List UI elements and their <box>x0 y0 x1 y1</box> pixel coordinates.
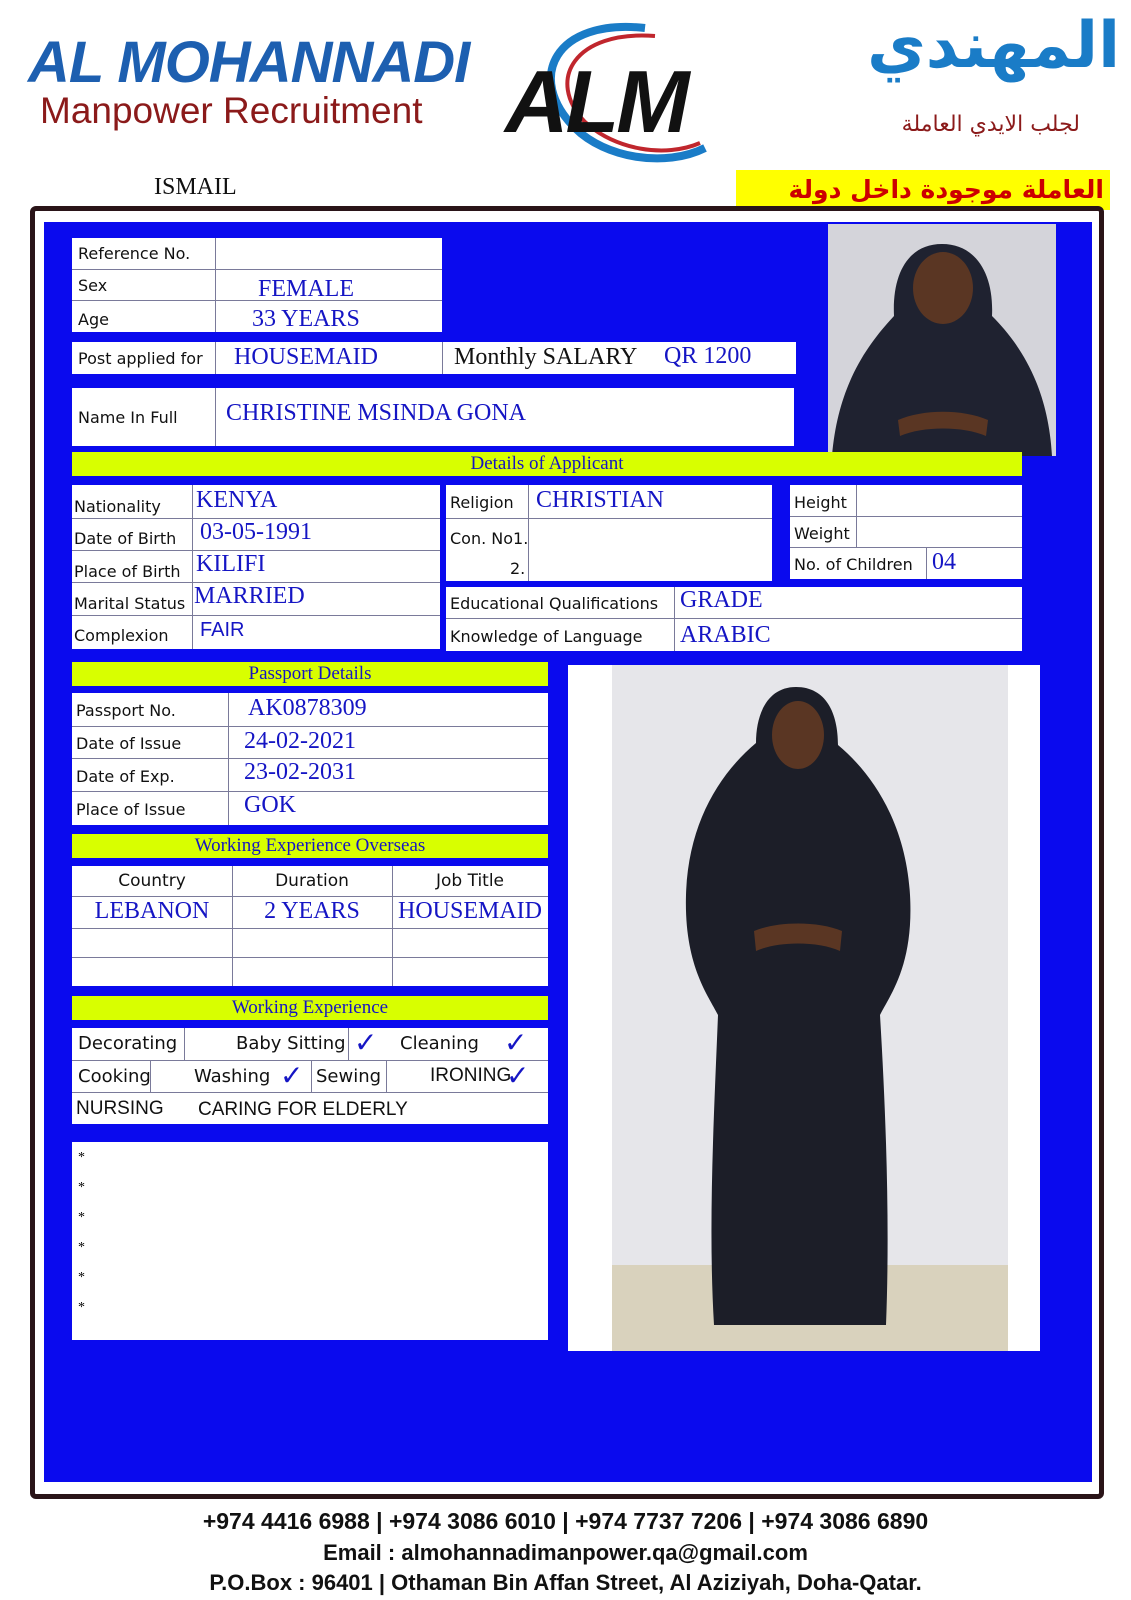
remarks-bullet: * <box>78 1210 85 1225</box>
skill-baby-sitting: Baby Sitting <box>236 1033 346 1054</box>
baby-sitting-check-icon: ✓ <box>354 1026 378 1059</box>
physical-details-table <box>790 485 1022 579</box>
skills-table <box>72 1028 548 1124</box>
post-label: Post applied for <box>78 349 203 368</box>
experience-section-title: Working Experience <box>72 996 548 1020</box>
post-value: HOUSEMAID <box>234 344 378 370</box>
washing-check-icon: ✓ <box>280 1059 304 1092</box>
education-label: Educational Qualifications <box>450 594 659 613</box>
marital-label: Marital Status <box>74 594 186 613</box>
passport-number-label: Passport No. <box>76 701 176 720</box>
salary-value: QR 1200 <box>664 343 752 369</box>
brand-subtitle-english: Manpower Recruitment <box>40 90 423 131</box>
overseas-section-title: Working Experience Overseas <box>72 834 548 858</box>
language-value: ARABIC <box>680 622 771 648</box>
overseas-header-job-title: Job Title <box>435 871 505 891</box>
basic-info-table <box>72 238 442 332</box>
skill-sewing: Sewing <box>316 1066 382 1087</box>
children-label: No. of Children <box>794 555 913 574</box>
passport-number-value: AK0878309 <box>248 695 367 721</box>
remarks-bullet: * <box>78 1270 85 1285</box>
pob-value: KILIFI <box>196 551 266 577</box>
remarks-bullet: * <box>78 1180 85 1195</box>
language-label: Knowledge of Language <box>450 627 643 646</box>
marital-value: MARRIED <box>194 583 305 609</box>
full-name-row <box>72 388 794 446</box>
issue-date-label: Date of Issue <box>76 734 182 753</box>
religion-contact-table <box>446 485 772 581</box>
passport-table <box>72 693 548 825</box>
overseas-duration-value: 2 YEARS <box>264 898 360 924</box>
issue-date-value: 24-02-2021 <box>244 728 356 754</box>
cleaning-check-icon: ✓ <box>504 1026 528 1059</box>
remarks-bullet: * <box>78 1300 85 1315</box>
full-name-label: Name In Full <box>78 408 178 427</box>
age-value: 33 YEARS <box>252 306 360 332</box>
ironing-check-icon: ✓ <box>506 1059 530 1092</box>
brand-subtitle-arabic: لجلب الايدي العاملة <box>901 112 1080 137</box>
reference-label: Reference No. <box>78 244 191 263</box>
skill-nursing: NURSING <box>76 1098 164 1119</box>
sex-value: FEMALE <box>258 276 354 302</box>
personal-details-table <box>72 485 440 649</box>
agent-name: ISMAIL <box>154 174 237 200</box>
skill-cleaning: Cleaning <box>400 1033 479 1054</box>
sex-label: Sex <box>78 276 108 295</box>
dob-label: Date of Birth <box>74 529 177 548</box>
overseas-header-duration: Duration <box>275 871 349 891</box>
passport-section-title: Passport Details <box>72 662 548 686</box>
applicant-full-body-photo <box>568 665 1040 1351</box>
expiry-date-label: Date of Exp. <box>76 767 175 786</box>
location-banner: العاملة موجودة داخل دولة <box>736 170 1110 210</box>
overseas-header-country: Country <box>118 871 186 891</box>
contact2-label: 2. <box>510 559 526 578</box>
contact1-label: Con. No1. <box>450 529 529 548</box>
details-section-title: Details of Applicant <box>72 452 1022 476</box>
post-row <box>72 342 796 374</box>
overseas-job-title-value: HOUSEMAID <box>398 898 542 924</box>
salary-label: Monthly SALARY <box>454 344 638 370</box>
full-body-figure-icon <box>568 665 1040 1351</box>
children-value: 04 <box>932 549 956 575</box>
skill-ironing: IRONING <box>430 1065 512 1086</box>
skill-decorating: Decorating <box>78 1033 178 1054</box>
footer-phone-numbers: +974 4416 6988 | +974 3086 6010 | +974 7737 7206 | +974 3086 6890 <box>202 1508 929 1534</box>
complexion-value: FAIR <box>200 619 245 641</box>
weight-label: Weight <box>794 524 850 543</box>
pob-label: Place of Birth <box>74 562 181 581</box>
education-value: GRADE <box>680 587 763 613</box>
full-name-value: CHRISTINE MSINDA GONA <box>226 400 527 426</box>
nationality-label: Nationality <box>74 497 161 516</box>
remarks-bullet: * <box>78 1150 85 1165</box>
skill-cooking: Cooking <box>78 1066 151 1087</box>
complexion-label: Complexion <box>74 626 169 645</box>
education-language-table <box>446 587 1022 651</box>
expiry-date-value: 23-02-2031 <box>244 759 356 785</box>
portrait-figure-icon <box>828 224 1056 456</box>
nationality-value: KENYA <box>196 487 278 513</box>
skill-caring-for-elderly: CARING FOR ELDERLY <box>198 1099 408 1120</box>
issue-place-label: Place of Issue <box>76 800 186 819</box>
skill-washing: Washing <box>194 1066 271 1087</box>
overseas-country-value: LEBANON <box>94 898 210 924</box>
remarks-box <box>72 1142 548 1340</box>
age-label: Age <box>78 310 109 329</box>
remarks-bullet: * <box>78 1240 85 1255</box>
brand-name-english: AL MOHANNADI <box>28 30 470 95</box>
height-label: Height <box>794 493 847 512</box>
issue-place-value: GOK <box>244 792 296 818</box>
dob-value: 03-05-1991 <box>200 519 312 545</box>
brand-name-arabic: المهندي <box>867 9 1120 83</box>
footer-email: Email : almohannadimanpower.qa@gmail.com <box>323 1540 808 1565</box>
religion-label: Religion <box>450 493 514 512</box>
overseas-table <box>72 866 548 986</box>
logo-text: ALM <box>505 52 687 151</box>
applicant-portrait-photo <box>828 224 1056 456</box>
footer-address: P.O.Box : 96401 | Othaman Bin Affan Street, Al Aziziyah, Doha-Qatar. <box>209 1570 922 1595</box>
religion-value: CHRISTIAN <box>536 487 665 513</box>
